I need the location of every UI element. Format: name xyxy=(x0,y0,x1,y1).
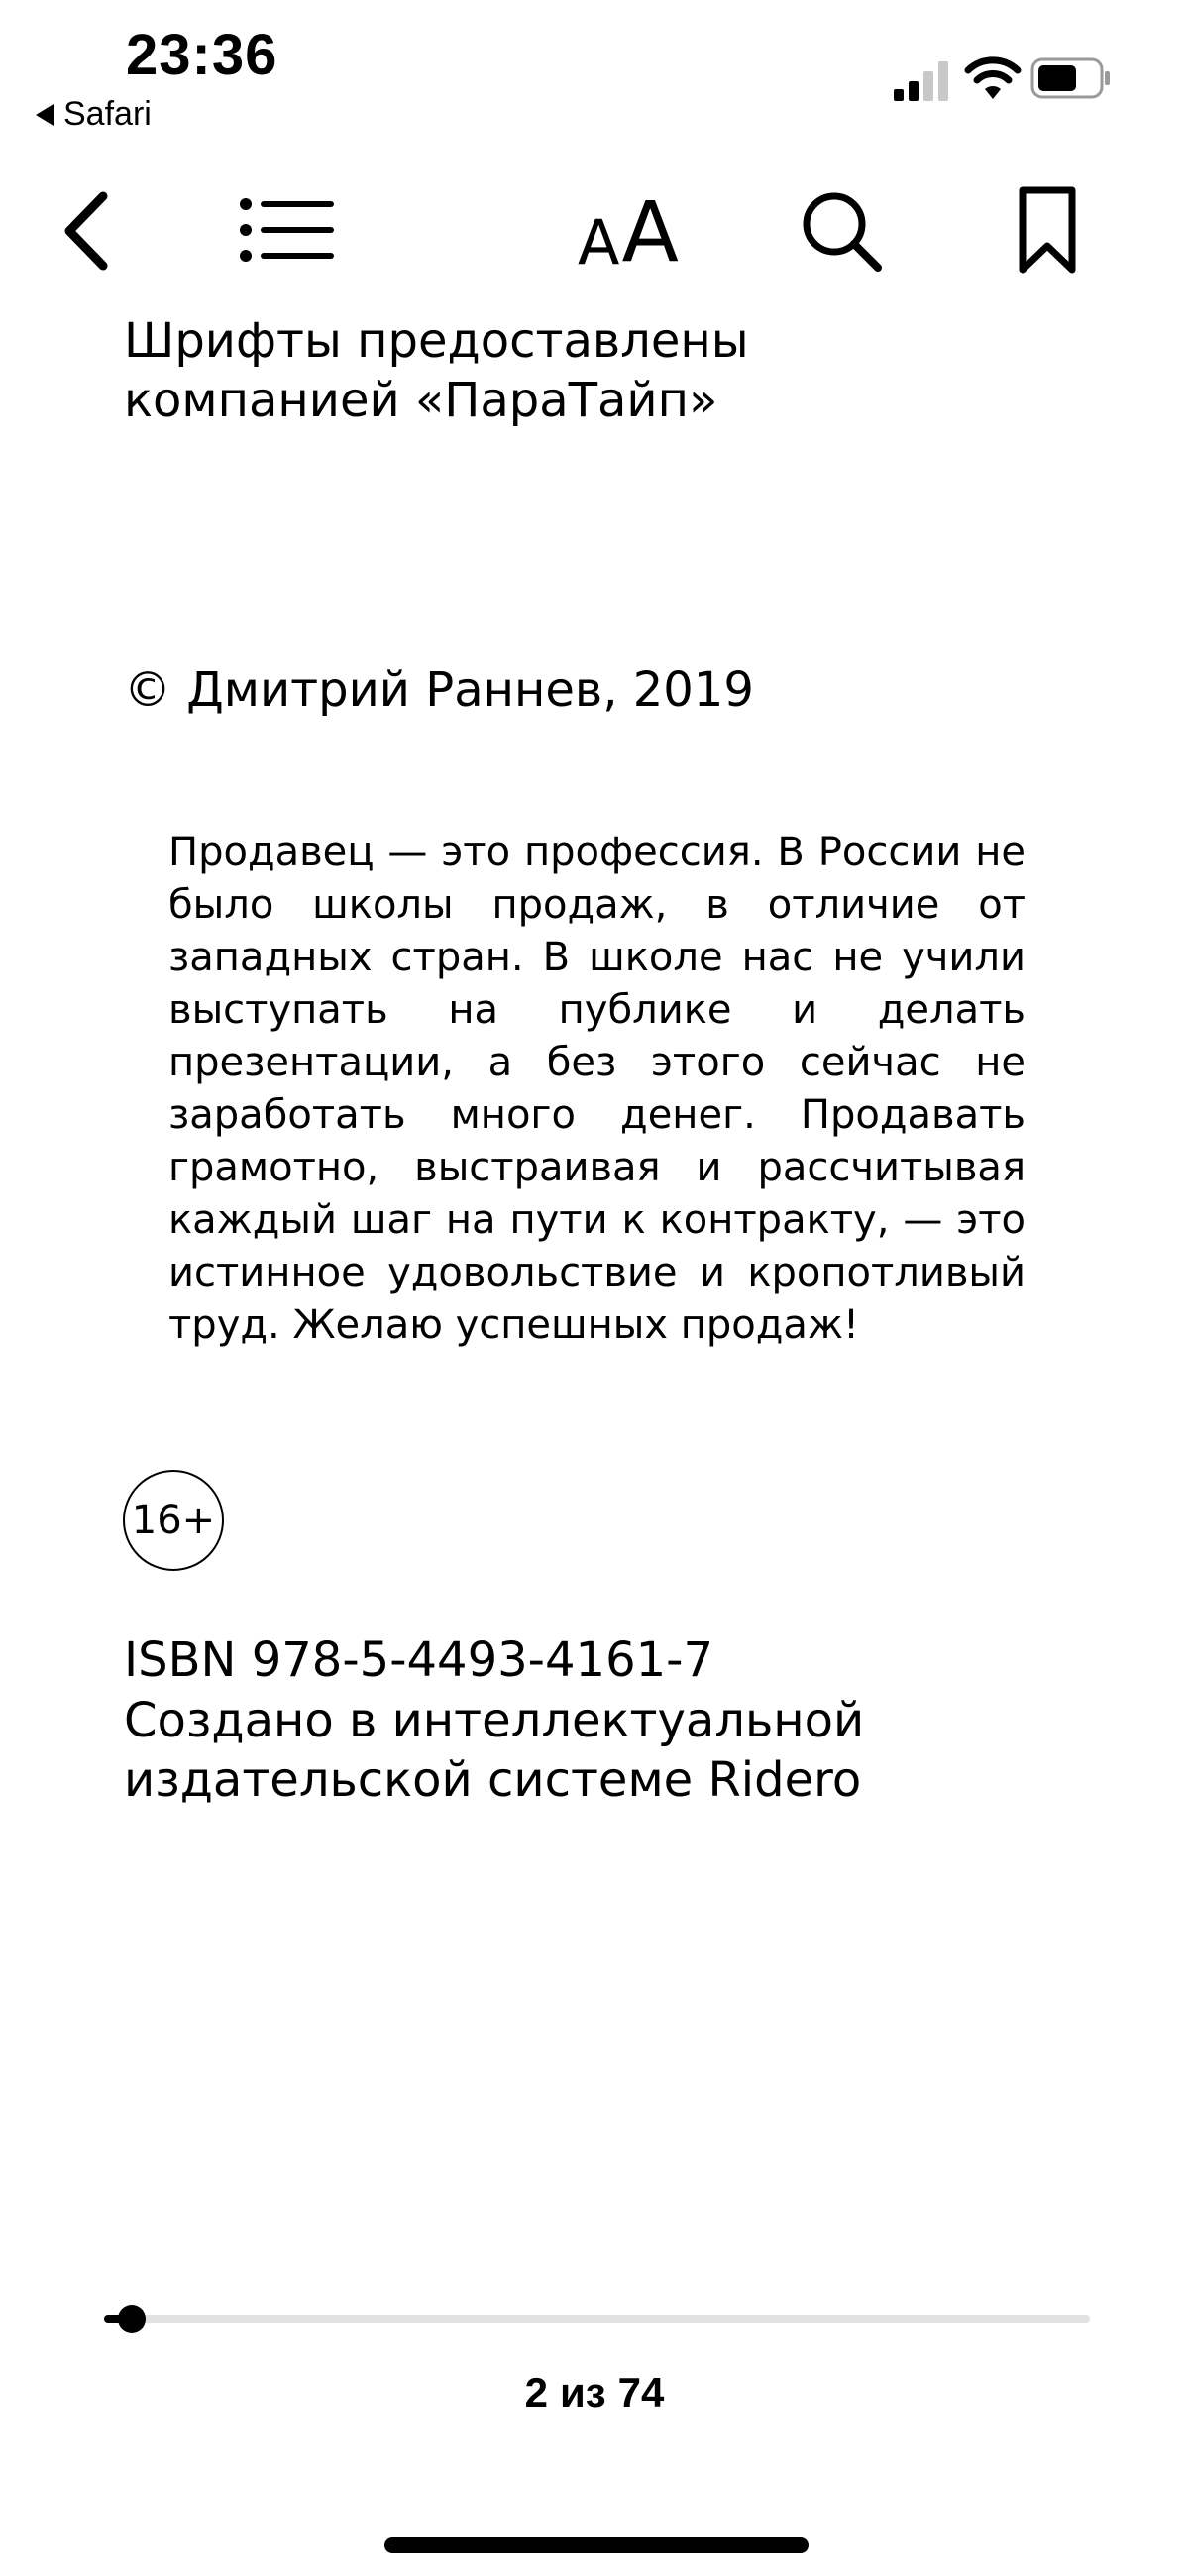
page-separator: из xyxy=(559,2369,606,2415)
publisher-line: Создано в интеллектуальной издательской системе Ridero xyxy=(124,1693,865,1808)
back-chevron-icon[interactable] xyxy=(57,188,117,274)
font-size-big-glyph: A xyxy=(621,183,679,280)
age-rating-badge: 16+ xyxy=(123,1470,224,1571)
font-size-small-glyph: A xyxy=(578,205,620,279)
isbn-line: ISBN 978-5-4493-4161-7 xyxy=(124,1632,714,1688)
copyright-line: © Дмитрий Раннев, 2019 xyxy=(124,662,754,718)
current-page: 2 xyxy=(524,2369,548,2415)
progress-slider-thumb[interactable] xyxy=(118,2305,146,2333)
table-of-contents-icon[interactable] xyxy=(238,196,337,264)
status-time: 23:36 xyxy=(126,23,278,87)
wifi-icon xyxy=(963,56,1023,101)
fonts-credit: Шрифты предоставлены компанией «ПараТайп» xyxy=(124,313,749,428)
book-blurb: Продавец — это профессия. В России не было школы продаж, в отличие от западных стран. В школе нас не учили выступать на публике и делать презентации, а без этого сейчас не заработать много денег. Продавать грамотно, выстраивая и рассчитывая каждый шаг на пути к контракту, — это истинное удовольствие и кропотливый труд. Желаю успешных продаж! xyxy=(168,830,1026,1348)
home-indicator[interactable] xyxy=(384,2537,809,2553)
back-to-app-link[interactable] xyxy=(36,95,152,134)
back-triangle-icon xyxy=(36,104,54,126)
battery-icon xyxy=(1030,57,1112,101)
cellular-signal-icon xyxy=(892,57,951,101)
search-icon[interactable] xyxy=(799,188,884,274)
progress-track[interactable] xyxy=(104,2315,1090,2323)
back-app-label: Safari xyxy=(63,95,152,133)
font-size-button[interactable] xyxy=(569,182,688,281)
total-pages: 74 xyxy=(617,2369,665,2415)
page-indicator xyxy=(0,2369,1189,2416)
bookmark-icon[interactable] xyxy=(1017,184,1078,276)
